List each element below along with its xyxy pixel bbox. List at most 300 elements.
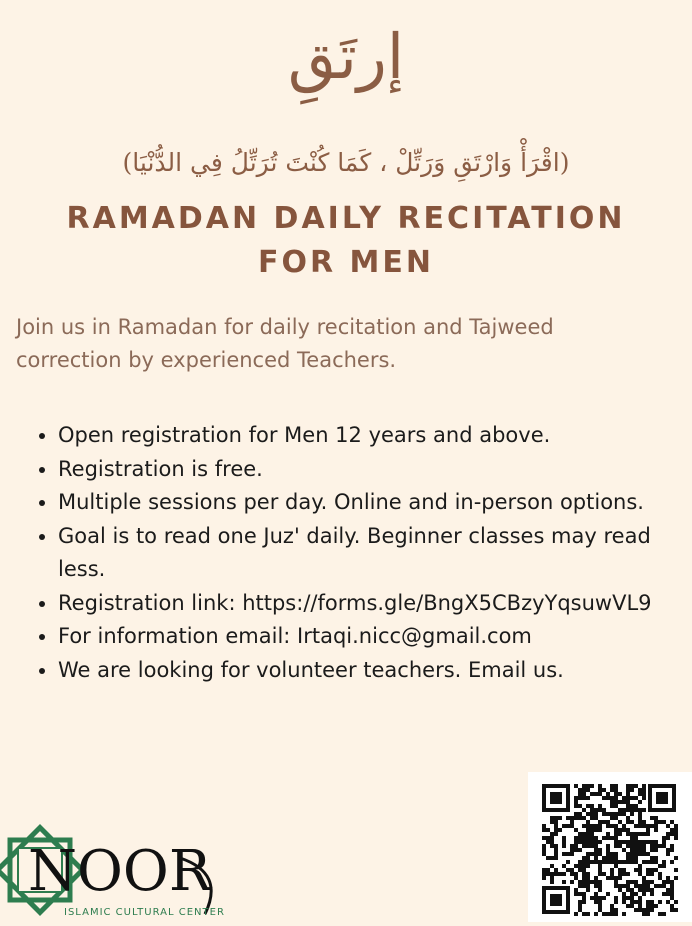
qr-module <box>634 900 638 904</box>
qr-module <box>558 816 562 820</box>
qr-module <box>626 796 630 800</box>
qr-module <box>646 900 650 904</box>
qr-module <box>610 908 614 912</box>
qr-module <box>638 888 642 892</box>
qr-module <box>606 836 610 840</box>
qr-module <box>618 828 622 832</box>
qr-module <box>574 812 578 816</box>
qr-module <box>594 828 598 832</box>
qr-module <box>578 804 582 808</box>
qr-module <box>582 832 586 836</box>
qr-module <box>606 820 610 824</box>
qr-module <box>622 912 626 916</box>
qr-module <box>630 788 634 792</box>
qr-module <box>574 864 578 868</box>
qr-module <box>574 784 578 788</box>
qr-module <box>630 888 634 892</box>
qr-module <box>626 888 630 892</box>
qr-module <box>582 844 586 848</box>
qr-module <box>670 860 674 864</box>
qr-module <box>558 872 562 876</box>
qr-module <box>582 860 586 864</box>
qr-module <box>562 836 566 840</box>
qr-module <box>642 788 646 792</box>
qr-module <box>630 832 634 836</box>
qr-module <box>610 824 614 828</box>
list-item: • Goal is to read one Juz' daily. Beginner classes may read less. <box>58 520 692 587</box>
qr-module <box>550 832 554 836</box>
qr-module <box>582 784 586 788</box>
qr-module <box>614 852 618 856</box>
qr-module <box>626 844 630 848</box>
qr-module <box>570 852 574 856</box>
qr-module <box>562 852 566 856</box>
qr-module <box>642 848 646 852</box>
qr-module <box>574 844 578 848</box>
qr-module <box>630 796 634 800</box>
qr-module <box>666 900 670 904</box>
qr-module <box>634 840 638 844</box>
qr-module <box>630 804 634 808</box>
qr-module <box>642 824 646 828</box>
qr-module <box>626 820 630 824</box>
qr-module <box>578 840 582 844</box>
qr-module <box>586 888 590 892</box>
qr-module <box>578 864 582 868</box>
qr-module <box>542 852 546 856</box>
qr-module <box>674 900 678 904</box>
qr-module <box>674 836 678 840</box>
qr-module <box>562 844 566 848</box>
qr-module <box>630 860 634 864</box>
list-item: • For information email: Irtaqi.nicc@gmail.com <box>58 620 692 654</box>
qr-module <box>570 880 574 884</box>
qr-module <box>586 824 590 828</box>
qr-module <box>634 832 638 836</box>
qr-module <box>614 840 618 844</box>
qr-module <box>614 860 618 864</box>
list-item: • We are looking for volunteer teachers. Email us. <box>58 654 692 688</box>
qr-module <box>582 884 586 888</box>
qr-module <box>614 800 618 804</box>
qr-module <box>646 872 650 876</box>
qr-module <box>618 808 622 812</box>
qr-module <box>646 888 650 892</box>
qr-module <box>666 824 670 828</box>
qr-module <box>614 856 618 860</box>
qr-module <box>578 832 582 836</box>
qr-module <box>542 836 546 840</box>
qr-module <box>598 888 602 892</box>
qr-module <box>610 912 614 916</box>
qr-module <box>634 808 638 812</box>
qr-module <box>594 880 598 884</box>
qr-module <box>582 872 586 876</box>
qr-module <box>650 868 654 872</box>
qr-module <box>666 852 670 856</box>
qr-module <box>542 848 546 852</box>
qr-module <box>658 820 662 824</box>
qr-module <box>630 880 634 884</box>
qr-module <box>542 868 546 872</box>
qr-module <box>622 892 626 896</box>
qr-module <box>586 784 590 788</box>
qr-module <box>594 896 598 900</box>
qr-module <box>606 812 610 816</box>
qr-module <box>634 852 638 856</box>
info-list <box>34 419 692 687</box>
headline <box>0 197 692 285</box>
qr-module <box>574 796 578 800</box>
qr-module <box>630 904 634 908</box>
list-item: • Open registration for Men 12 years and above. <box>58 419 692 453</box>
qr-module <box>658 844 662 848</box>
qr-module <box>578 892 582 896</box>
qr-module <box>598 848 602 852</box>
qr-module <box>634 836 638 840</box>
qr-module <box>574 816 578 820</box>
qr-module <box>550 844 554 848</box>
qr-module <box>566 860 570 864</box>
qr-module <box>614 876 618 880</box>
qr-module <box>602 872 606 876</box>
qr-module <box>578 904 582 908</box>
qr-module <box>594 844 598 848</box>
qr-module <box>602 812 606 816</box>
qr-module <box>638 848 642 852</box>
qr-module <box>670 880 674 884</box>
qr-module <box>654 844 658 848</box>
qr-module <box>586 832 590 836</box>
qr-module <box>626 788 630 792</box>
qr-module <box>610 800 614 804</box>
qr-module <box>570 848 574 852</box>
qr-module <box>602 796 606 800</box>
qr-module <box>614 796 618 800</box>
qr-module <box>634 796 638 800</box>
qr-module <box>622 824 626 828</box>
qr-module <box>546 840 550 844</box>
qr-module <box>574 848 578 852</box>
qr-module <box>646 912 650 916</box>
qr-module <box>566 852 570 856</box>
qr-module <box>598 904 602 908</box>
qr-module <box>582 900 586 904</box>
qr-module <box>618 832 622 836</box>
qr-module <box>582 808 586 812</box>
qr-module <box>638 832 642 836</box>
qr-module <box>662 880 666 884</box>
qr-module <box>554 868 558 872</box>
qr-module <box>614 908 618 912</box>
qr-module <box>598 792 602 796</box>
qr-module <box>638 800 642 804</box>
qr-module <box>650 856 654 860</box>
qr-module <box>582 868 586 872</box>
qr-module <box>638 852 642 856</box>
qr-module <box>642 892 646 896</box>
qr-module <box>638 844 642 848</box>
qr-module <box>638 792 642 796</box>
qr-module <box>654 820 658 824</box>
qr-module <box>622 860 626 864</box>
qr-module <box>630 848 634 852</box>
qr-module <box>574 840 578 844</box>
qr-module <box>590 824 594 828</box>
qr-module <box>642 792 646 796</box>
qr-module <box>622 796 626 800</box>
qr-module <box>618 840 622 844</box>
qr-module <box>670 892 674 896</box>
qr-module <box>566 816 570 820</box>
qr-module <box>638 872 642 876</box>
qr-module <box>578 848 582 852</box>
qr-module <box>670 908 674 912</box>
qr-module <box>598 896 602 900</box>
qr-module <box>606 892 610 896</box>
qr-module <box>650 844 654 848</box>
qr-module <box>626 856 630 860</box>
qr-module <box>598 868 602 872</box>
qr-module <box>666 892 670 896</box>
list-item: • Registration link: https://forms.gle/BngX5CBzyYqsuwVL9 <box>58 587 692 621</box>
qr-module <box>654 816 658 820</box>
qr-module <box>658 884 662 888</box>
qr-module <box>598 860 602 864</box>
qr-module <box>626 884 630 888</box>
qr-module <box>638 812 642 816</box>
qr-module <box>614 912 618 916</box>
qr-module <box>554 824 558 828</box>
arabic-verse: (اقْرَأْ وَارْتَقِ وَرَتِّلْ ، كَمَا كُنْتَ تُرَتِّلُ فِي الدُّنْيَا) <box>122 148 570 177</box>
qr-module <box>594 900 598 904</box>
qr-module <box>650 908 654 912</box>
qr-module <box>650 904 654 908</box>
qr-module <box>638 884 642 888</box>
qr-module <box>614 884 618 888</box>
qr-module <box>614 900 618 904</box>
qr-module <box>650 892 654 896</box>
qr-module <box>582 796 586 800</box>
qr-module <box>554 820 558 824</box>
qr-module <box>598 788 602 792</box>
qr-module <box>674 856 678 860</box>
qr-module <box>626 872 630 876</box>
qr-module <box>594 824 598 828</box>
noor-logo <box>0 818 240 922</box>
qr-module <box>626 860 630 864</box>
qr-module <box>610 860 614 864</box>
headline-line-1: RAMADAN DAILY RECITATION <box>66 201 626 236</box>
qr-module <box>646 840 650 844</box>
qr-module <box>610 796 614 800</box>
qr-module <box>610 872 614 876</box>
qr-module <box>590 828 594 832</box>
qr-module <box>598 852 602 856</box>
qr-module <box>566 824 570 828</box>
qr-module <box>674 832 678 836</box>
qr-module <box>614 816 618 820</box>
qr-module <box>578 792 582 796</box>
qr-module <box>590 808 594 812</box>
qr-module <box>626 904 630 908</box>
qr-module <box>662 892 666 896</box>
qr-module <box>638 908 642 912</box>
qr-module <box>606 824 610 828</box>
qr-module <box>574 876 578 880</box>
qr-module <box>638 900 642 904</box>
list-item: • Registration is free. <box>58 453 692 487</box>
qr-module <box>590 852 594 856</box>
qr-module <box>634 860 638 864</box>
qr-module <box>626 840 630 844</box>
qr-module <box>638 788 642 792</box>
qr-module <box>550 836 554 840</box>
qr-module <box>646 832 650 836</box>
qr-module <box>666 848 670 852</box>
qr-module <box>594 912 598 916</box>
qr-module <box>586 852 590 856</box>
qr-module <box>602 896 606 900</box>
qr-module <box>642 908 646 912</box>
qr-module <box>654 856 658 860</box>
qr-module <box>586 828 590 832</box>
qr-module <box>662 844 666 848</box>
qr-module <box>590 816 594 820</box>
qr-module <box>634 856 638 860</box>
qr-module <box>670 828 674 832</box>
qr-module <box>674 876 678 880</box>
qr-module <box>542 872 546 876</box>
qr-module <box>618 872 622 876</box>
qr-module <box>574 912 578 916</box>
qr-module <box>638 904 642 908</box>
qr-module <box>578 884 582 888</box>
qr-module <box>610 876 614 880</box>
qr-module <box>582 792 586 796</box>
qr-module <box>666 876 670 880</box>
qr-module <box>650 824 654 828</box>
qr-module <box>598 884 602 888</box>
qr-module <box>546 828 550 832</box>
qr-module <box>626 804 630 808</box>
qr-module <box>598 840 602 844</box>
qr-module <box>606 796 610 800</box>
qr-module <box>562 880 566 884</box>
qr-module <box>578 900 582 904</box>
qr-module <box>650 900 654 904</box>
qr-module <box>642 820 646 824</box>
qr-module <box>606 912 610 916</box>
logo-name: NOOR <box>28 839 211 904</box>
qr-module <box>594 808 598 812</box>
qr-module <box>578 908 582 912</box>
qr-module <box>630 844 634 848</box>
qr-module <box>650 816 654 820</box>
qr-module <box>550 876 554 880</box>
qr-module <box>638 816 642 820</box>
qr-module <box>642 808 646 812</box>
qr-module <box>654 848 658 852</box>
qr-module <box>614 880 618 884</box>
qr-module <box>646 828 650 832</box>
qr-module <box>634 824 638 828</box>
qr-module <box>622 828 626 832</box>
qr-module <box>614 788 618 792</box>
qr-module <box>562 872 566 876</box>
qr-module <box>594 852 598 856</box>
qr-module <box>554 872 558 876</box>
qr-module <box>594 848 598 852</box>
qr-module <box>570 824 574 828</box>
qr-module <box>626 852 630 856</box>
headline-line-2: FOR MEN <box>258 245 434 280</box>
qr-module <box>614 804 618 808</box>
qr-module <box>634 848 638 852</box>
qr-module <box>674 908 678 912</box>
qr-module <box>542 844 546 848</box>
qr-module <box>550 880 554 884</box>
qr-module <box>618 820 622 824</box>
qr-module <box>550 864 554 868</box>
qr-module <box>642 840 646 844</box>
qr-module <box>638 824 642 828</box>
qr-module <box>638 868 642 872</box>
qr-module <box>646 908 650 912</box>
qr-module <box>602 856 606 860</box>
qr-module <box>626 896 630 900</box>
qr-module <box>602 820 606 824</box>
qr-module <box>582 856 586 860</box>
qr-module <box>618 888 622 892</box>
qr-module <box>658 864 662 868</box>
qr-module <box>550 856 554 860</box>
qr-module <box>586 840 590 844</box>
qr-module <box>650 872 654 876</box>
qr-module <box>550 820 554 824</box>
qr-module <box>570 820 574 824</box>
qr-module <box>590 880 594 884</box>
qr-module <box>646 868 650 872</box>
qr-module <box>614 864 618 868</box>
qr-module <box>622 840 626 844</box>
qr-module <box>618 800 622 804</box>
qr-module <box>670 820 674 824</box>
qr-module <box>658 876 662 880</box>
qr-module <box>622 872 626 876</box>
qr-module <box>642 784 646 788</box>
qr-module <box>630 836 634 840</box>
qr-module <box>554 816 558 820</box>
qr-module <box>662 884 666 888</box>
qr-module <box>586 880 590 884</box>
qr-module <box>574 804 578 808</box>
qr-module <box>546 856 550 860</box>
qr-module <box>614 824 618 828</box>
qr-module <box>598 880 602 884</box>
qr-module <box>542 828 546 832</box>
qr-module <box>646 824 650 828</box>
qr-module <box>670 884 674 888</box>
qr-module <box>650 880 654 884</box>
qr-module <box>626 828 630 832</box>
qr-module <box>586 844 590 848</box>
qr-module <box>642 884 646 888</box>
qr-module <box>598 808 602 812</box>
qr-module <box>542 824 546 828</box>
qr-module <box>574 888 578 892</box>
qr-module <box>586 864 590 868</box>
